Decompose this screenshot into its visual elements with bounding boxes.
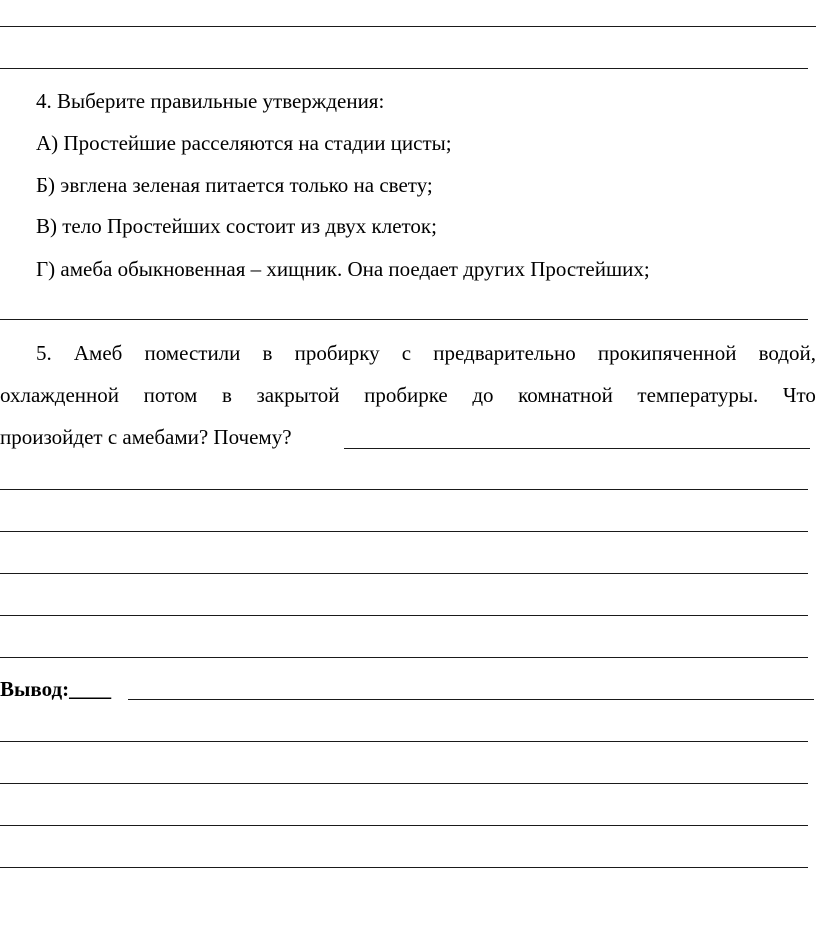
answer-line[interactable] — [0, 657, 808, 658]
conclusion-line[interactable] — [128, 699, 814, 700]
conclusion-label-text: Вывод: — [0, 677, 70, 701]
question-4-prompt: 4. Выберите правильные утверждения: — [36, 89, 385, 113]
word: водой, — [758, 341, 816, 365]
word: прокипяченной — [597, 341, 737, 365]
answer-line — [0, 26, 816, 27]
word: потом — [143, 383, 198, 407]
word: Что — [782, 383, 816, 407]
word: поместили — [144, 341, 241, 365]
answer-line[interactable] — [0, 573, 808, 574]
conclusion-blank: ____ — [69, 677, 112, 701]
question-4-option-d: Г) амеба обыкновенная – хищник. Она поедает других Простейших; — [36, 257, 650, 281]
answer-blank[interactable] — [344, 448, 810, 449]
answer-line[interactable] — [0, 741, 808, 742]
conclusion-label — [0, 676, 111, 702]
question-5-line-1 — [36, 340, 816, 366]
question-4-option-c: В) тело Простейших состоит из двух клеток; — [36, 214, 437, 238]
word: закрытой — [256, 383, 340, 407]
word: с — [401, 341, 412, 365]
answer-line — [0, 68, 808, 69]
word: до — [472, 383, 494, 407]
question-5-line-2 — [0, 382, 816, 408]
answer-line[interactable] — [0, 489, 808, 490]
answer-line[interactable] — [0, 783, 808, 784]
word: пробирке — [364, 383, 448, 407]
separator-line — [0, 319, 808, 320]
question-4-option-b: Б) эвглена зеленая питается только на свету; — [36, 173, 433, 197]
question-4-option-a: А) Простейшие расселяются на стадии цисты; — [36, 131, 452, 155]
word: пробирку — [294, 341, 380, 365]
answer-line[interactable] — [0, 615, 808, 616]
question-5-line-3: произойдет с амебами? Почему? — [0, 425, 292, 449]
word: температуры. — [637, 383, 759, 407]
word: 5. — [36, 341, 52, 365]
answer-line[interactable] — [0, 825, 808, 826]
word: в — [221, 383, 232, 407]
word: комнатной — [518, 383, 613, 407]
word: в — [262, 341, 273, 365]
answer-line[interactable] — [0, 867, 808, 868]
word: Амеб — [73, 341, 123, 365]
word: предварительно — [433, 341, 576, 365]
answer-line[interactable] — [0, 531, 808, 532]
word: охлажденной — [0, 383, 120, 407]
